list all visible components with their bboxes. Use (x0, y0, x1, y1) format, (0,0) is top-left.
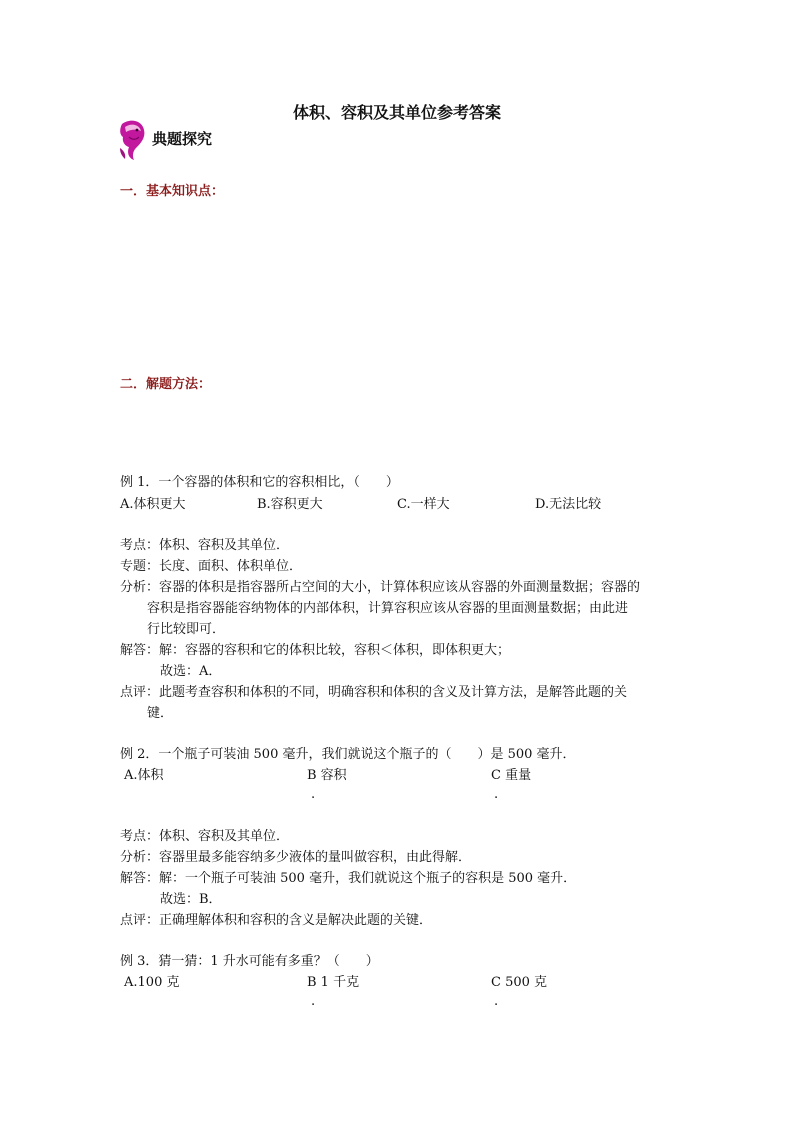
ex3-option-b: B 1 千克 (307, 975, 360, 990)
ex1-option-b: B.容积更大 (257, 497, 323, 512)
ex2-jieda-1: 解答：解：一个瓶子可装油 500 毫升，我们就说这个瓶子的容积是 500 毫升． (120, 871, 577, 886)
ex3-option-c: C 500 克 (491, 975, 548, 990)
ex2-question: 例 2．一个瓶子可装油 500 毫升，我们就说这个瓶子的（ ）是 500 毫升． (120, 747, 576, 762)
ex2-option-b: B 容积 (307, 768, 347, 783)
ex2-jieda-2: 故选：B． (160, 892, 222, 907)
ex1-dianping-1: 点评：此题考查容积和体积的不同，明确容积和体积的含义及计算方法，是解答此题的关 (120, 685, 628, 700)
ex1-option-d: D.无法比较 (535, 497, 602, 512)
heading-methods: 二．解题方法： (120, 377, 212, 392)
ex1-dianping-2: 键． (147, 706, 174, 721)
ex2-option-c: C 重量 (491, 768, 532, 783)
ex1-zhuanti: 专题：长度、面积、体积单位． (120, 559, 303, 574)
ex1-question: 例 1．一个容器的体积和它的容积相比，（ ） (120, 475, 399, 490)
ex1-kaodian: 考点：体积、容积及其单位． (120, 538, 290, 553)
ex1-fenxi-2: 容积是指容器能容纳物体的内部体积，计算容积应该从容器的里面测量数据；由此进 (147, 601, 629, 616)
dolphin-logo-icon (116, 118, 148, 162)
ex1-option-c: C.一样大 (397, 497, 450, 512)
ex2-dot-b: . (311, 787, 316, 802)
page-title: 体积、容积及其单位参考答案 (292, 103, 501, 122)
ex3-option-a: A.100 克 (124, 975, 180, 990)
heading-basic-knowledge: 一．基本知识点： (120, 184, 225, 199)
ex2-option-a: A.体积 (124, 768, 164, 783)
section-label: 典题探究 (152, 130, 213, 148)
ex1-jieda-1: 解答：解：容器的容积和它的体积比较，容积＜体积，即体积更大； (120, 643, 511, 658)
ex3-question: 例 3．猜一猜：1 升水可能有多重？（ ） (120, 954, 379, 969)
ex2-dianping: 点评：正确理解体积和容积的含义是解决此题的关键． (120, 913, 433, 928)
ex1-jieda-2: 故选：A． (160, 664, 222, 679)
ex2-kaodian: 考点：体积、容积及其单位． (120, 829, 290, 844)
ex3-dot-b: . (311, 994, 316, 1009)
ex1-option-a: A.体积更大 (120, 497, 186, 512)
ex2-fenxi: 分析：容器里最多能容纳多少液体的量叫做容积，由此得解． (120, 850, 472, 865)
ex3-dot-c: . (494, 994, 499, 1009)
ex1-fenxi-3: 行比较即可． (147, 622, 226, 637)
ex1-fenxi-1: 分析：容器的体积是指容器所占空间的大小，计算体积应该从容器的外面测量数据；容器的 (120, 580, 641, 595)
ex2-dot-c: . (494, 787, 499, 802)
